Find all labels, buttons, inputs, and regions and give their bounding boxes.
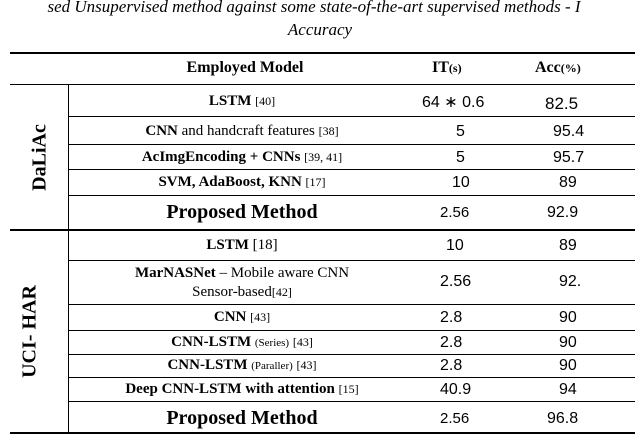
row-divider	[68, 354, 635, 355]
table-row-acc: 95.4	[553, 123, 585, 140]
table-row-model: CNN and handcraft features [38]	[145, 123, 339, 139]
header-model: Employed Model	[186, 59, 304, 76]
table-row-acc: 90	[559, 309, 577, 326]
proposed-method-acc: 92.9	[547, 204, 579, 221]
table-caption-line2: Accuracy	[287, 20, 353, 39]
row-divider	[68, 116, 635, 117]
row-divider	[68, 169, 635, 170]
table-row-model: CNN-LSTM (Paraller) [43]	[167, 357, 317, 373]
proposed-method-label: Proposed Method	[166, 201, 318, 223]
bottom-rule	[10, 432, 635, 434]
header-it: IT(s)	[432, 59, 462, 76]
group-column-rule	[68, 230, 69, 432]
group-divider	[10, 229, 635, 231]
row-divider	[68, 144, 635, 145]
group-column-rule	[68, 84, 69, 230]
proposed-method-it: 2.56	[440, 204, 470, 221]
row-divider	[68, 377, 635, 378]
group-label-uci-har: UCI- HAR	[18, 285, 41, 378]
proposed-method-it: 2.56	[440, 410, 470, 427]
table-row-it: 10	[452, 174, 470, 191]
row-divider	[68, 260, 635, 261]
table-row-model: LSTM [40]	[208, 93, 276, 109]
top-rule	[10, 52, 635, 54]
header-rule	[10, 84, 635, 85]
table-row-model: LSTM [18]	[206, 237, 278, 253]
table-row-it: 2.8	[440, 334, 463, 351]
table-row-model: SVM, AdaBoost, KNN [17]	[158, 174, 326, 190]
row-divider	[68, 401, 635, 402]
table-row-acc: 89	[559, 237, 577, 254]
table-row-it: 10	[446, 237, 464, 254]
table-row-acc: 89	[559, 174, 577, 191]
table-row-acc: 90	[559, 357, 577, 374]
table-row-acc: 82.5	[545, 94, 579, 113]
table-row-model: CNN [43]	[213, 309, 271, 325]
table-row-model: Deep CNN-LSTM with attention [15]	[125, 381, 359, 397]
table-row-it: 2.56	[440, 273, 472, 290]
header-acc: Acc(%)	[535, 59, 581, 76]
group-label-daliac: DaLiAc	[28, 124, 51, 191]
table-row-model: CNN-LSTM (Series) [43]	[171, 334, 313, 350]
table-row-it: 5	[456, 123, 465, 140]
row-divider	[68, 195, 635, 196]
table-row-it: 2.8	[440, 357, 463, 374]
proposed-method-label: Proposed Method	[166, 407, 318, 429]
table-row-acc: 90	[559, 334, 577, 351]
table-caption-line1: sed Unsupervised method against some state-of-the-art supervised methods - I	[47, 0, 581, 16]
table-row-it: 64 ∗ 0.6	[422, 94, 485, 111]
table-row-it: 2.8	[440, 309, 463, 326]
row-divider	[68, 304, 635, 305]
table-row-acc: 94	[559, 381, 577, 398]
table-row-it: 40.9	[440, 381, 472, 398]
table-row-model: AcImgEncoding + CNNs [39, 41]	[141, 149, 343, 165]
table-row-model: MarNASNet – Mobile aware CNN Sensor-based[42]	[134, 265, 350, 300]
table-row-acc: 92.	[559, 273, 582, 290]
table-row-acc: 95.7	[553, 149, 585, 166]
proposed-method-acc: 96.8	[547, 410, 579, 427]
row-divider	[68, 330, 635, 331]
table-row-it: 5	[456, 149, 465, 166]
